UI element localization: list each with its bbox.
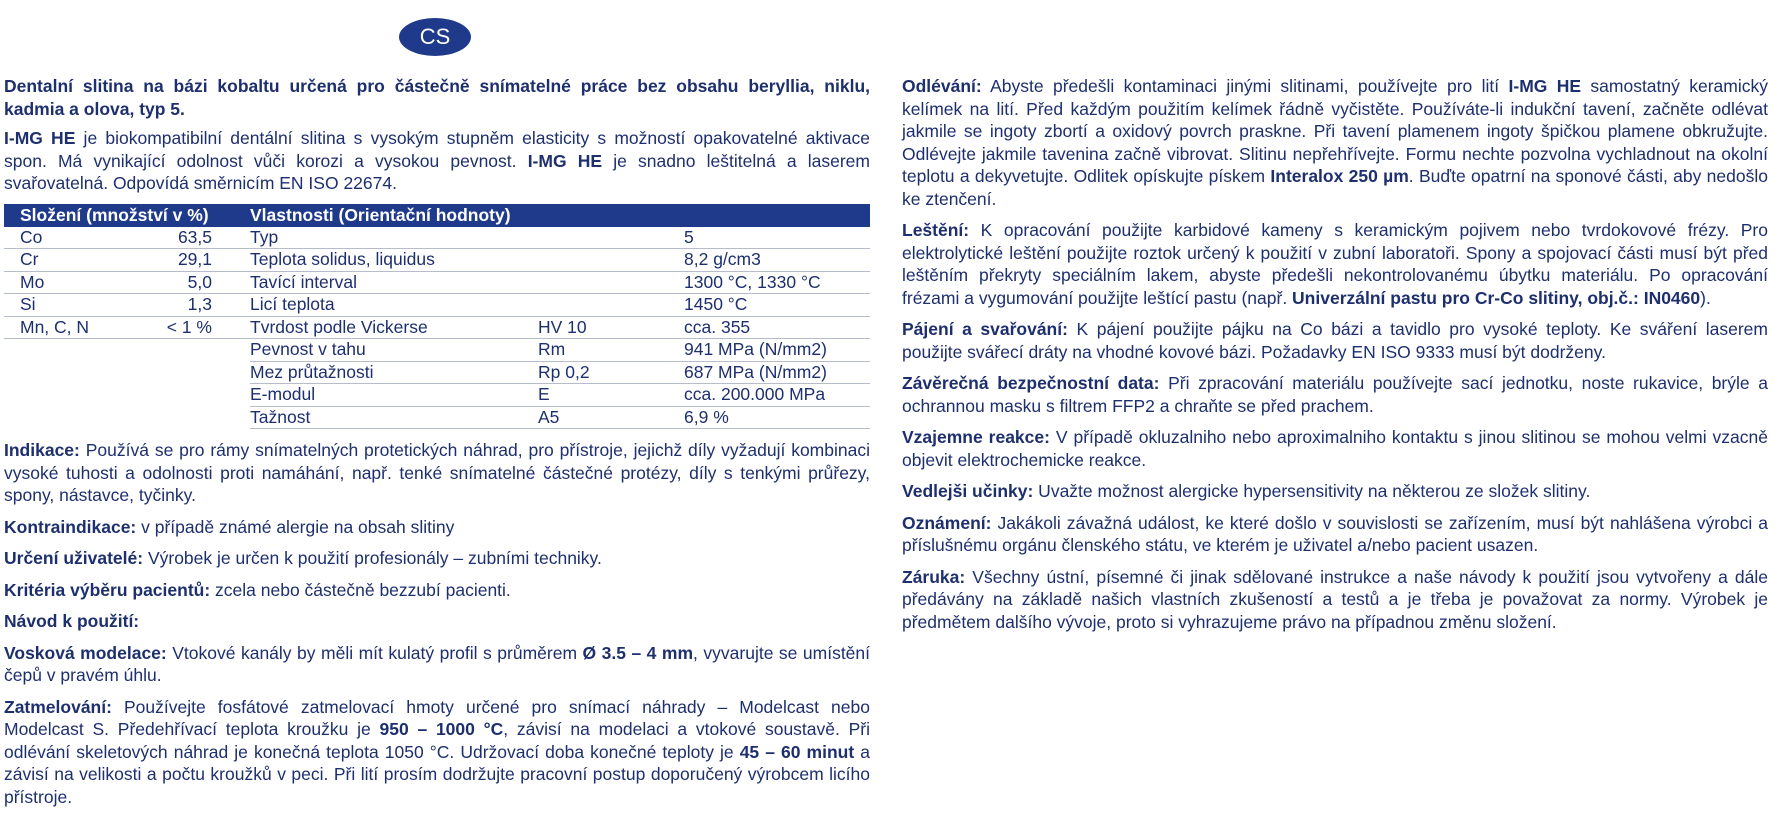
table-row	[4, 271, 870, 294]
section-label: Leštění:	[902, 220, 970, 240]
section-kriteria	[4, 579, 870, 602]
brand-name: I-MG HE	[4, 128, 76, 148]
section-navod	[4, 610, 870, 633]
section-text: K pájení použijte pájku na Co bázi a tavidlo pro vysoké teploty. Ke sváření laserem použijte svářecí dráty na vhodné kovové bázi. Požadavky EN ISO 9333 musí být dodrženy.	[902, 319, 1768, 362]
element-cell	[4, 406, 160, 429]
percent-cell: 5,0	[160, 271, 250, 294]
section-label: Pájení a svařování:	[902, 319, 1068, 339]
table-row	[4, 294, 870, 317]
property-cell: E-modul	[250, 384, 538, 407]
section-odlevani	[902, 75, 1768, 210]
table-row	[4, 249, 870, 272]
element-cell: Mo	[4, 271, 160, 294]
value-cell: 687 MPa (N/mm2)	[684, 361, 870, 384]
table-row	[4, 227, 870, 249]
percent-cell	[160, 384, 250, 407]
table-row	[4, 361, 870, 384]
section-text: , závisí na modelaci a vtokové soustavě. Při odlévání skeletových náhrad je konečná teplota 1050 °C. Udržovací doba konečné teploty je	[4, 719, 871, 762]
value-cell: 5	[684, 227, 870, 249]
element-cell: Mn, C, N	[4, 316, 160, 339]
symbol-cell	[538, 249, 684, 272]
section-text: Všechny ústní, písemné či jinak sdělované instrukce a naše návody k použití jsou vytvořeny a dále předávány na základě našich vlastních zkušeností a testů a je třeba je považovat za normy. Výrobek je předmětem dalšího vývoje, proto si vyhrazujeme právo na případnou změnu složení.	[902, 566, 1768, 632]
value-cell: cca. 355	[684, 316, 870, 339]
section-text: samostatný keramický kelímek na lití. Před každým použitím kelímek řádně vyčistěte. Používáte-li indukční tavení, začněte odlévat jakmile se ingoty zbortí a oxidový povrch praskne. Při tavení plamenem ingoty špičkou plamene obkružujte. Odlévejte jakmile tavenina začně vibrovat. Slitinu nepřehřívejte. Formu nechte pozvolna vychladnout na okolní teplotu a dekyvetujte. Odlitek opískujte pískem	[902, 76, 1768, 186]
property-cell: Pevnost v tahu	[250, 339, 538, 362]
section-kontraindikace	[4, 516, 870, 539]
section-label: Indikace:	[4, 440, 80, 460]
left-column	[4, 75, 870, 817]
property-cell: Mez průtažnosti	[250, 361, 538, 384]
symbol-cell: E	[538, 384, 684, 407]
element-cell	[4, 339, 160, 362]
section-label: Kritéria výběru pacientů:	[4, 579, 211, 600]
percent-cell: 63,5	[160, 227, 250, 249]
table-row	[4, 384, 870, 407]
section-bold: 950 – 1000 °C	[379, 719, 504, 739]
property-cell: Tažnost	[250, 406, 538, 429]
value-cell: 1300 °C, 1330 °C	[684, 271, 870, 294]
property-cell: Licí teplota	[250, 294, 538, 317]
section-text: Uvažte možnost alergicke hypersensitivity na některou ze složek slitiny.	[1033, 481, 1591, 501]
section-text: Abyste předešli kontaminaci jinými slitinami, používejte pro lití	[981, 76, 1509, 96]
section-label: Určení uživatelé:	[4, 548, 144, 568]
section-bold: Univerzální pastu pro Cr-Co slitiny, obj.č.: IN0460	[1292, 287, 1701, 308]
symbol-cell	[538, 294, 684, 317]
section-urceni	[4, 547, 870, 570]
section-text: Jakákoli závažná událost, ke které došlo v souvislosti se zařízením, musí být nahlášena výrobci a příslušnému orgánu členského státu, ve kterém je uživatel a/nebo pacient usazen.	[902, 512, 1768, 555]
section-text: v případě známé alergie na obsah slitiny	[136, 516, 455, 537]
symbol-cell: A5	[538, 406, 684, 429]
value-cell: cca. 200.000 MPa	[684, 384, 870, 407]
section-reakce	[902, 426, 1768, 471]
composition-header: Složení (množství v %)	[4, 204, 250, 227]
symbol-cell: Rp 0,2	[538, 361, 684, 384]
section-text: a závisí na velikosti a počtu kroužků v peci. Při lití prosím dodržujte pracovní postup doporučený výrobcem licího přístroje.	[4, 741, 870, 807]
property-cell: Tvrdost podle Vickerse	[250, 316, 538, 339]
table-body	[4, 227, 870, 429]
section-oznameni	[902, 512, 1768, 557]
section-text: zcela nebo částečně bezzubí pacienti.	[210, 579, 511, 600]
section-lesteni	[902, 219, 1768, 309]
specification-table	[4, 204, 870, 430]
section-bold: 45 – 60 minut	[739, 741, 855, 762]
section-text: Při zpracování materiálu používejte sací jednotku, noste rukavice, brýle a ochrannou masku s filtrem FFP2 a chraňte se před prachem.	[902, 373, 1768, 416]
property-cell: Teplota solidus, liquidus	[250, 249, 538, 272]
section-bezpecnost	[902, 372, 1768, 417]
property-cell: Typ	[250, 227, 538, 249]
element-cell: Cr	[4, 249, 160, 272]
section-text: Používá se pro rámy snímatelných protetických náhrad, pro přístroje, jejichž díly vyžadují kombinaci vysoké tuhosti a odolnosti proti namáhání, např. tenké snímatelné částečné protézy, díly s tenkými průřezy, spony, nástavce, tyčinky.	[4, 440, 870, 505]
value-cell: 8,2 g/cm3	[684, 249, 870, 272]
section-bold: Interalox 250 µm	[1270, 166, 1409, 186]
symbol-cell	[538, 271, 684, 294]
right-column	[902, 75, 1768, 642]
section-text: ).	[1700, 287, 1711, 308]
table-header-row	[4, 204, 870, 227]
section-label: Odlévání:	[902, 76, 982, 96]
element-cell: Co	[4, 227, 160, 249]
section-text: , vyvarujte se umístění čepů v pravém úhlu.	[4, 642, 871, 685]
description-text: je snadno leštitelná a laserem svařovatelná. Odpovídá směrnicím EN ISO 22674.	[4, 150, 870, 193]
product-description	[4, 127, 870, 195]
section-text: K opracování použijte karbidové kameny s keramickým pojivem nebo tvrdokovové frézy. Pro elektrolytické leštění použijte roztok určený k použití v zubní laboratoři. Spony a spojovací části musí být před leštěním překryty speciálním lakem, abyste předešli nekontrolovanému úbytku materiálu. Po opracování frézami a vygumování použijte leštící pastu (např.	[902, 220, 1768, 308]
section-label: Kontraindikace:	[4, 516, 137, 537]
percent-cell: 1,3	[160, 294, 250, 317]
value-cell: 6,9 %	[684, 406, 870, 429]
section-ucinky	[902, 480, 1768, 503]
product-title: Dentalní slitina na bázi kobaltu určená pro částečně snímatelné práce bez obsahu beryllia, niklu, kadmia a olova, typ 5.	[4, 76, 870, 119]
section-text: V případě okluzalniho nebo aproximalniho kontaktu s jinou slitinou se mohou velmi vzacně objevit elektrochemicke reakce.	[902, 427, 1768, 470]
section-label: Zatmelování:	[4, 696, 112, 717]
element-cell	[4, 384, 160, 407]
section-text: Vtokové kanály by měli mít kulatý profil s průměrem	[166, 642, 583, 663]
section-label: Záruka:	[902, 566, 966, 587]
section-label: Vedlejši učinky:	[902, 481, 1034, 501]
section-label: Závěrečná bezpečnostní data:	[902, 373, 1160, 393]
element-cell: Si	[4, 294, 160, 317]
percent-cell	[160, 339, 250, 362]
section-zaruka	[902, 566, 1768, 634]
brand-name: I-MG HE	[527, 150, 603, 171]
language-badge: CS	[399, 18, 471, 56]
property-cell: Tavící interval	[250, 271, 538, 294]
table-row	[4, 406, 870, 429]
section-label: Návod k použití:	[4, 611, 140, 631]
symbol-cell: HV 10	[538, 316, 684, 339]
table-row	[4, 316, 870, 339]
properties-header: Vlastnosti (Orientační hodnoty)	[250, 204, 870, 227]
section-text: Používejte fosfátové zatmelovací hmoty určené pro snímací náhrady – Modelcast nebo Modelcast S. Předehřívací teplota kroužku je	[4, 696, 870, 739]
symbol-cell: Rm	[538, 339, 684, 362]
section-vosk	[4, 642, 870, 687]
symbol-cell	[538, 227, 684, 249]
percent-cell: 29,1	[160, 249, 250, 272]
section-text: . Buďte opatrní na sponové části, aby nedošlo ke ztenčení.	[902, 166, 1768, 209]
percent-cell	[160, 406, 250, 429]
section-label: Vzajemne reakce:	[902, 427, 1050, 447]
section-bold: I-MG HE	[1508, 76, 1582, 96]
section-bold: Ø 3.5 – 4 mm	[582, 642, 694, 663]
value-cell: 1450 °C	[684, 294, 870, 317]
section-zatmel	[4, 696, 870, 809]
section-indikace	[4, 439, 870, 507]
section-label: Vosková modelace:	[4, 642, 167, 663]
percent-cell	[160, 361, 250, 384]
section-label: Oznámení:	[902, 512, 992, 533]
value-cell: 941 MPa (N/mm2)	[684, 339, 870, 362]
description-text: je biokompatibilní dentální slitina s vysokým stupněm elasticity s možností opakovatelné aktivace spon. Má vynikající odolnost vůči korozi a vysokou pevnost.	[4, 128, 870, 171]
element-cell	[4, 361, 160, 384]
table-row	[4, 339, 870, 362]
percent-cell: < 1 %	[160, 316, 250, 339]
section-text: Výrobek je určen k použití profesionály – zubními techniky.	[143, 548, 602, 568]
section-pajeni	[902, 318, 1768, 363]
